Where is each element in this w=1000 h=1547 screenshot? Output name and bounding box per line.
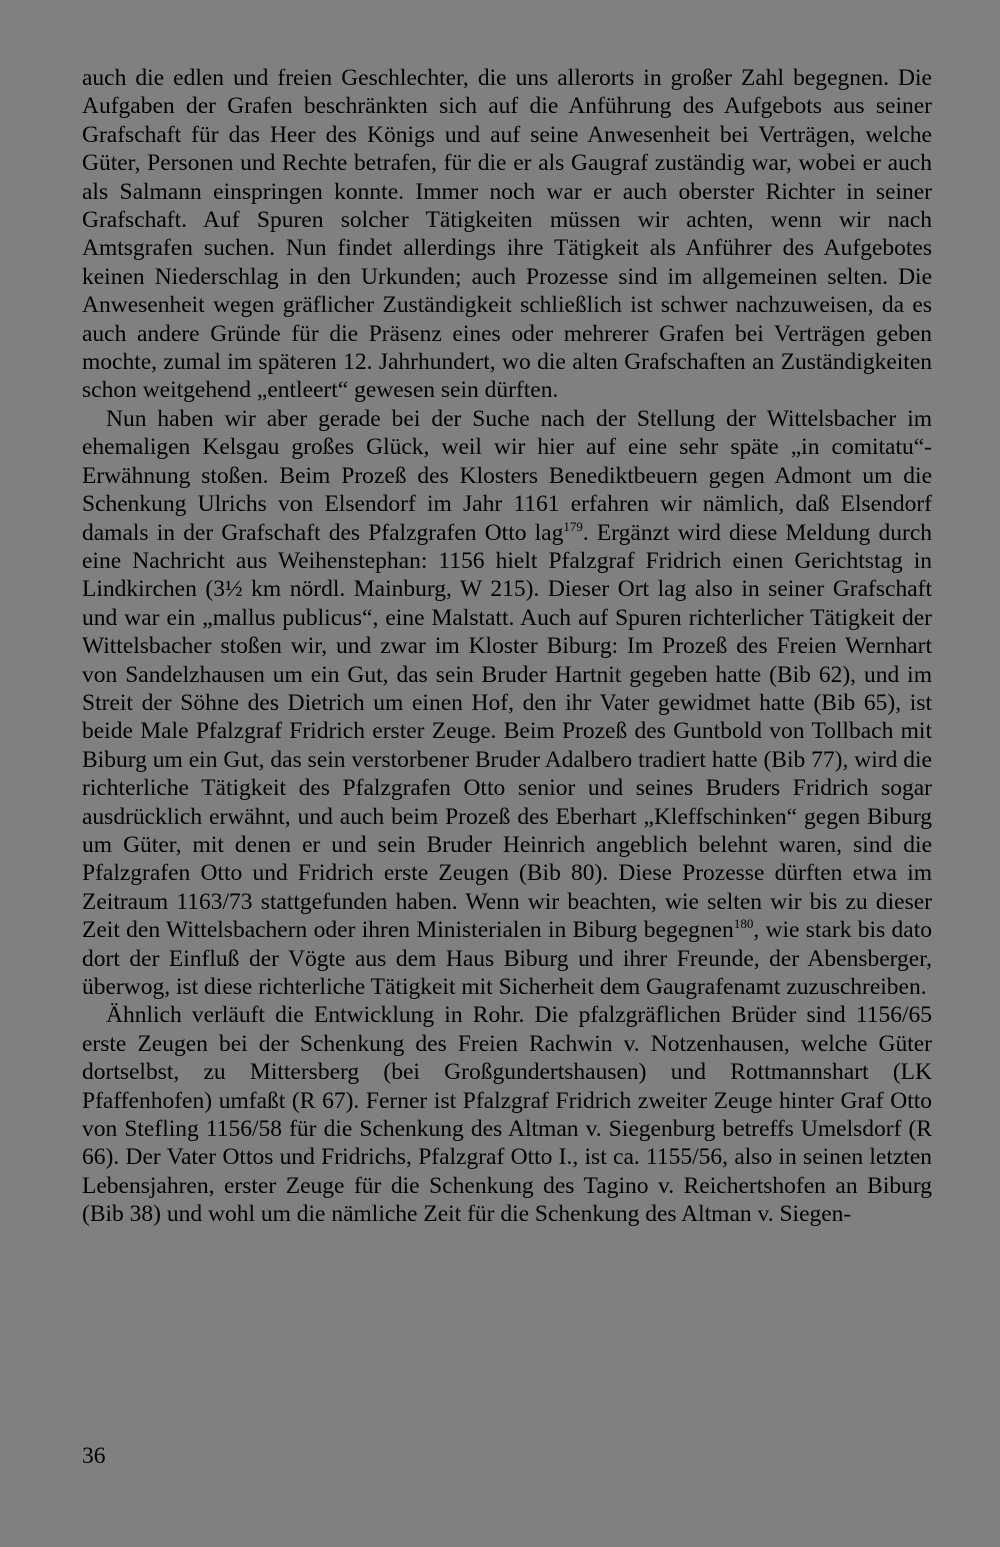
paragraph-2 <box>82 405 932 1002</box>
text-run: auch die edlen und freien Geschlechter, die uns allerorts in großer Zahl begegnen. Die Aufgaben der Grafen beschränkten sich auf die Anführung des Aufgebots aus seiner Grafschaft für das Heer des Königs und auf seine Anwesenheit bei Verträgen, welche Güter, Personen und Rechte betrafen, für die er als Gaugraf zuständig war, wobei er auch als Salmann einspringen konnte. Immer noch war er auch oberster Richter in seiner Grafschaft. Auf Spuren solcher Tätigkeiten müssen wir achten, wenn wir nach Amtsgrafen suchen. Nun findet allerdings ihre Tätigkeit als Anführer des Aufgebotes keinen Niederschlag in den Urkunden; auch Prozesse sind im allgemeinen selten. Die Anwesenheit wegen gräflicher Zuständigkeit schließlich ist schwer nachzuweisen, da es auch andere Gründe für die Präsenz eines oder mehrerer Grafen bei Verträgen geben mochte, zumal im späteren 12. Jahrhundert, wo die alten Grafschaften an Zuständigkeiten schon weitgehend „entleert“ gewesen sein dürften. <box>82 65 932 404</box>
page-body <box>82 64 932 1229</box>
footnote-marker: 180 <box>733 916 754 932</box>
text-run: Nun haben wir aber gerade bei der Suche nach der Stellung der Wittelsbacher im ehemaligen Kelsgau großes Glück, weil wir hier auf eine sehr späte „in comitatu“-Erwähnung stoßen. Beim Prozeß des Klosters Benediktbeuern gegen Admont um die Schenkung Ulrichs von Elsendorf im Jahr 1161 erfahren wir nämlich, daß Elsendorf damals in der Grafschaft des Pfalzgrafen Otto lag <box>82 405 932 546</box>
paragraph-1 <box>82 64 932 405</box>
paragraph-3 <box>82 1001 932 1228</box>
footnote-marker: 179 <box>563 518 583 534</box>
text-run: . Ergänzt wird diese Meldung durch eine Nachricht aus Weihenstephan: 1156 hielt Pfalzgraf Fridrich einen Gerichtstag in Lindkirchen (3½ km nördl. Mainburg, W 215). Dieser Ort lag also in seiner Grafschaft und war ein „mallus publicus“, eine Malstatt. Auch auf Spuren richterlicher Tätigkeit der Wittelsbacher stoßen wir, und zwar im Kloster Biburg: Im Prozeß des Freien Wernhart von Sandelzhausen um ein Gut, das sein Bruder Hartnit gegeben hatte (Bib 62), und im Streit der Söhne des Dietrich um einen Hof, den ihr Vater gewidmet hatte (Bib 65), ist beide Male Pfalzgraf Fridrich erster Zeuge. Beim Prozeß des Guntbold von Tollbach mit Biburg um ein Gut, das sein verstorbener Bruder Adalbero tradiert hatte (Bib 77), wird die richterliche Tätigkeit des Pfalzgrafen Otto senior und seines Bruders Fridrich sogar ausdrücklich erwähnt, und auch beim Prozeß des Eberhart „Kleffschinken“ gegen Biburg um Güter, mit denen er und sein Bruder Heinrich angeblich belehnt waren, sind die Pfalzgrafen Otto und Fridrich erste Zeugen (Bib 80). Diese Prozesse dürften etwa im Zeitraum 1163/73 stattgefunden haben. Wenn wir beachten, wie selten wir bis zu dieser Zeit den Wittelsbachern oder ihren Ministerialen in Biburg begegnen <box>82 519 933 944</box>
text-run: , wie stark bis dato dort der Einfluß der Vögte aus dem Haus Biburg und ihrer Freunde, der Abensberger, überwog, ist diese richterliche Tätigkeit mit Sicherheit dem Gaugrafenamt zuzuschreiben. <box>82 917 932 1000</box>
text-run: Ähnlich verläuft die Entwicklung in Rohr. Die pfalzgräflichen Brüder sind 1156/65 erste Zeugen bei der Schenkung des Freien Rachwin v. Notzenhausen, welche Güter dortselbst, zu Mittersberg (bei Großgundertshausen) und Rottmannshart (LK Pfaffenhofen) umfaßt (R 67). Ferner ist Pfalzgraf Fridrich zweiter Zeuge hinter Graf Otto von Stefling 1156/58 für die Schenkung des Altman v. Siegenburg betreffs Umelsdorf (R 66). Der Vater Ottos und Fridrichs, Pfalzgraf Otto I., ist ca. 1155/56, also in seinen letzten Lebensjahren, erster Zeuge für die Schenkung des Tagino v. Reichertshofen an Biburg (Bib 38) und wohl um die nämliche Zeit für die Schenkung des Altman v. Siegen- <box>82 1002 932 1228</box>
page-number: 36 <box>82 1443 106 1469</box>
